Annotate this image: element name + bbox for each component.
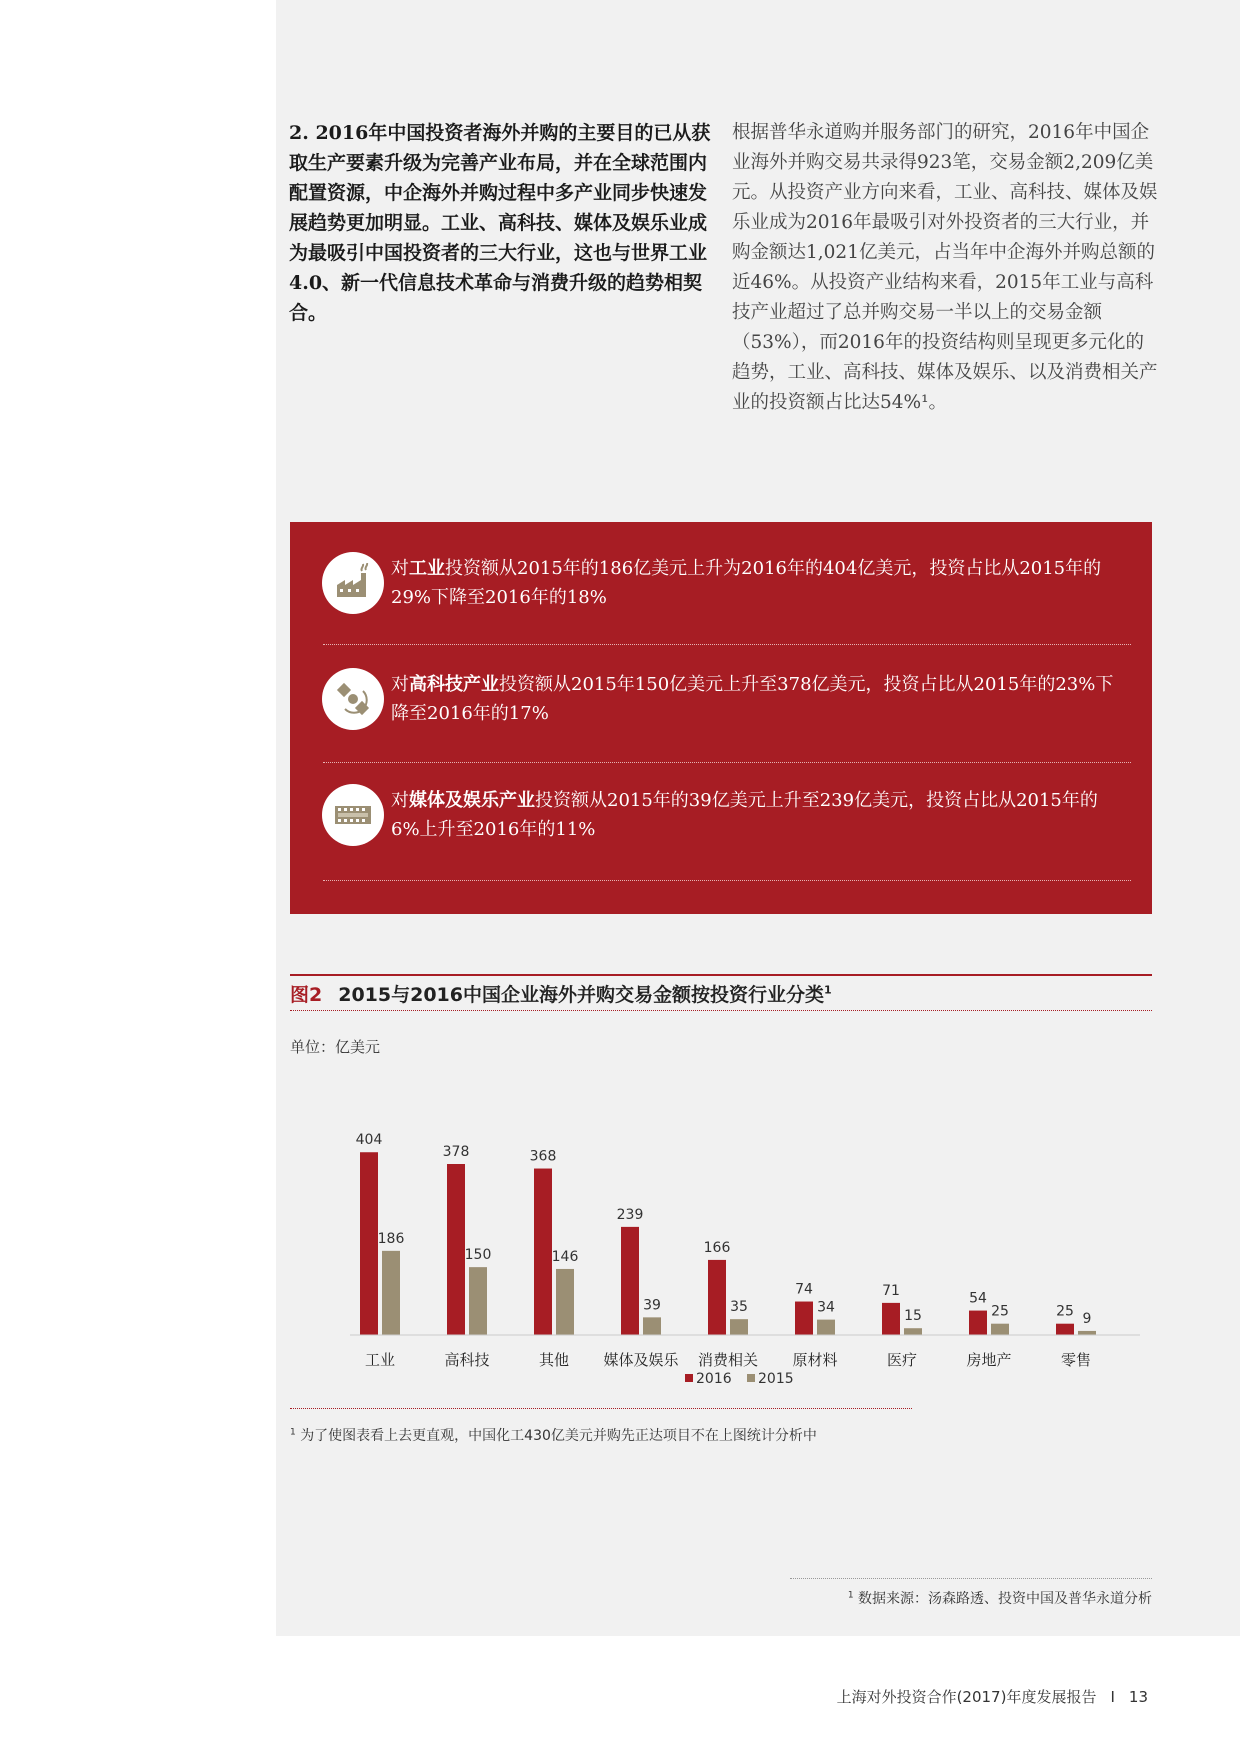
data-label: 150 (464, 1247, 492, 1264)
divider (323, 644, 1131, 645)
highlight-text: 对媒体及娱乐产业投资额从2015年的39亿美元上升至239亿美元，投资占比从2015年的6%上升至2016年的11% (391, 790, 1098, 840)
highlight-item-media (322, 784, 1122, 904)
page-footer (837, 1686, 1148, 1707)
figure-rule (290, 1010, 1152, 1011)
category-label: 房地产 (966, 1351, 1012, 1369)
report-title: 上海对外投资合作(2017)年度发展报告 (836, 1688, 1097, 1706)
bar-2015 (556, 1269, 574, 1335)
data-label: 9 (1082, 1310, 1092, 1327)
legend-label: 2015 (758, 1371, 794, 1387)
category-label: 高科技 (444, 1351, 490, 1369)
category-label: 消费相关 (697, 1351, 759, 1369)
bar-2016 (360, 1152, 378, 1335)
bar-2015 (1078, 1331, 1096, 1335)
chart-footnote: $^1$ 为了使图表看上去更直观，中国化工430亿美元并购先正达项目不在上图统计分析中 (290, 1427, 817, 1444)
bar-2016 (621, 1227, 639, 1335)
data-label: 35 (730, 1299, 748, 1316)
data-label: 404 (355, 1132, 383, 1149)
film-strip-icon (322, 784, 384, 846)
bar-2016 (882, 1303, 900, 1335)
category-label: 医疗 (886, 1351, 918, 1369)
category-label: 零售 (1060, 1351, 1092, 1369)
body-paragraph: 根据普华永道购并服务部门的研究，2016年中国企业海外并购交易共录得923笔，交易金额2,209亿美元。从投资产业方向来看，工业、高科技、媒体及娱乐业成为2016年最吸引对外投资者的三大行业，并购金额达1,021亿美元，占当年中企海外并购总额的近46%。从投资产业结构来看，2015年工业与高科技产业超过了总并购交易一半以上的交易金额（53%），而2016年的投资结构则呈现更多元化的趋势，工业、高科技、媒体及娱乐、以及消费相关产业的投资额占比达54%¹。 (732, 122, 1158, 413)
bar-2016 (534, 1169, 552, 1335)
data-label: 54 (969, 1290, 987, 1307)
figure-label: 图2 (290, 984, 323, 1006)
highlight-text: 对工业投资额从2015年的186亿美元上升为2016年的404亿美元，投资占比从2015年的29%下降至2016年的18% (391, 558, 1102, 608)
figure-title: 图2 2015与2016中国企业海外并购交易金额按投资行业分类$^1$ (290, 983, 832, 1006)
bar-2016 (708, 1260, 726, 1335)
legend-label: 2016 (696, 1371, 732, 1387)
divider (323, 762, 1131, 763)
data-label: 74 (795, 1281, 813, 1298)
data-label: 34 (817, 1299, 835, 1316)
bar-2015 (817, 1320, 835, 1335)
source-footnote: $^1$ 数据来源：汤森路透、投资中国及普华永道分析 (847, 1590, 1152, 1607)
category-label: 其他 (538, 1351, 570, 1369)
category-label: 原材料 (792, 1351, 838, 1369)
data-label: 378 (442, 1144, 470, 1160)
bar-chart (350, 1100, 1150, 1400)
figure-rule (290, 974, 1152, 976)
divider (323, 880, 1131, 881)
bar-2016 (969, 1311, 987, 1335)
bar-2015 (643, 1317, 661, 1335)
footer-separator: I (1110, 1688, 1115, 1706)
highlight-box (290, 522, 1152, 914)
bar-2015 (904, 1328, 922, 1335)
unit-label: 单位：亿美元 (290, 1038, 381, 1056)
data-label: 39 (643, 1297, 661, 1314)
category-label: 媒体及娱乐 (603, 1351, 679, 1369)
section-heading: 2. 2016年中国投资者海外并购的主要目的已从获取生产要素升级为完善产业布局，并在全球范围内配置资源，中企海外并购过程中多产业同步快速发展趋势更加明显。工业、高科技、媒体及娱乐业成为最吸引中国投资者的三大行业，这也与世界工业4.0、新一代信息技术革命与消费升级的趋势相契合。 (289, 122, 711, 324)
legend-swatch (685, 1374, 693, 1382)
data-label: 71 (882, 1282, 900, 1299)
footnote-rule (290, 1408, 912, 1409)
data-label: 25 (1056, 1303, 1074, 1320)
category-label: 工业 (364, 1351, 396, 1369)
bar-2015 (382, 1251, 400, 1335)
highlight-item-industry (322, 552, 1122, 672)
data-label: 166 (703, 1239, 731, 1256)
bar-2015 (991, 1324, 1009, 1335)
data-label: 368 (529, 1148, 557, 1165)
bar-2016 (447, 1164, 465, 1335)
data-label: 239 (616, 1206, 644, 1223)
bar-2015 (730, 1319, 748, 1335)
data-label: 146 (551, 1248, 579, 1265)
bar-2016 (795, 1302, 813, 1335)
data-label: 15 (904, 1308, 922, 1325)
highlight-item-hightech (322, 668, 1122, 788)
highlight-text: 对高科技产业投资额从2015年150亿美元上升至378亿美元，投资占比从2015年的23%下降至2016年的17% (391, 674, 1114, 724)
bar-2016 (1056, 1324, 1074, 1335)
factory-icon (322, 552, 384, 614)
source-rule (790, 1578, 1152, 1579)
bar-2015 (469, 1267, 487, 1335)
data-label: 25 (991, 1303, 1009, 1320)
legend-swatch (747, 1374, 755, 1382)
data-label: 186 (377, 1230, 405, 1247)
satellite-icon (322, 668, 384, 730)
page-number: 13 (1128, 1688, 1148, 1706)
